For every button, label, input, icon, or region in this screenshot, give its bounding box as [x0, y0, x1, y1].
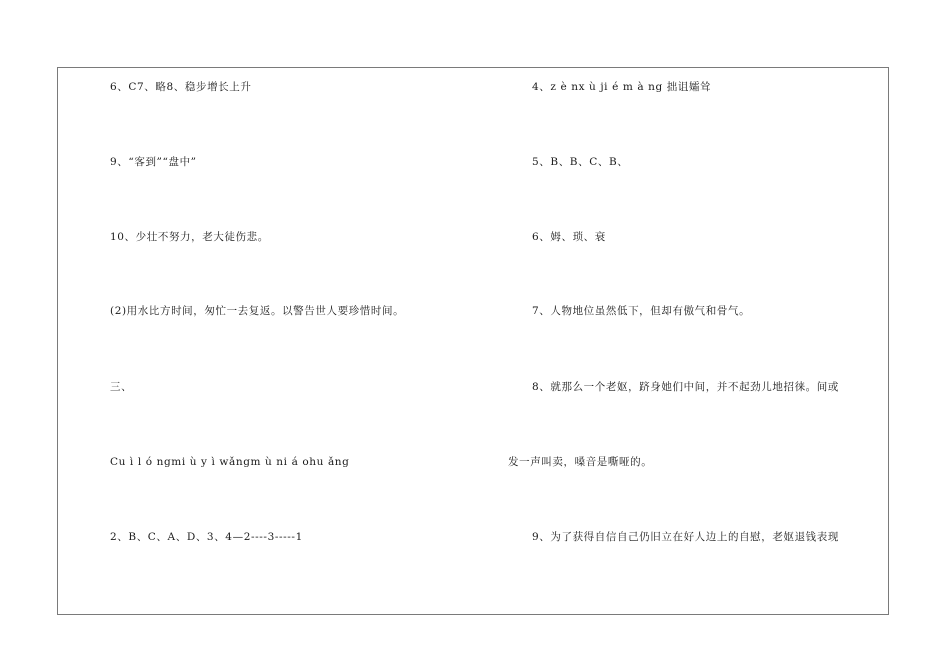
right-line-7: 9、为了获得自信自己仍旧立在好人边上的自慰，老妪退钱表现: [532, 531, 839, 543]
left-line-1: 6、C7、略8、稳步增长上升: [110, 81, 252, 93]
right-line-5: 8、就那么一个老妪，跻身她们中间，并不起劲儿地招徕。间或: [532, 381, 839, 393]
left-line-5: 三、: [110, 381, 133, 393]
right-line-4: 7、人物地位虽然低下，但却有傲气和骨气。: [532, 305, 751, 317]
right-line-2: 5、B、B、C、B、: [532, 156, 629, 168]
right-line-6: 发一声叫卖，嗓音是嘶哑的。: [508, 456, 653, 468]
left-line-2: 9、“客到”“盘中”: [110, 156, 197, 168]
left-line-7: 2、B、C、A、D、3、4—2----3-----1: [110, 531, 303, 543]
right-line-3: 6、姆、琐、衰: [532, 231, 606, 243]
right-line-1: 4、z è nx ù ji é m à ng 拙诅孀耸: [532, 81, 712, 93]
left-line-4: (2)用水比方时间，匆忙一去复返。以警告世人要珍惜时间。: [110, 305, 405, 317]
left-line-3: 10、少壮不努力，老大徒伤悲。: [110, 231, 269, 243]
left-line-6: Cu ì l ó ngmi ù y ì wǎngm ù ni á ohu ǎng: [110, 456, 350, 468]
